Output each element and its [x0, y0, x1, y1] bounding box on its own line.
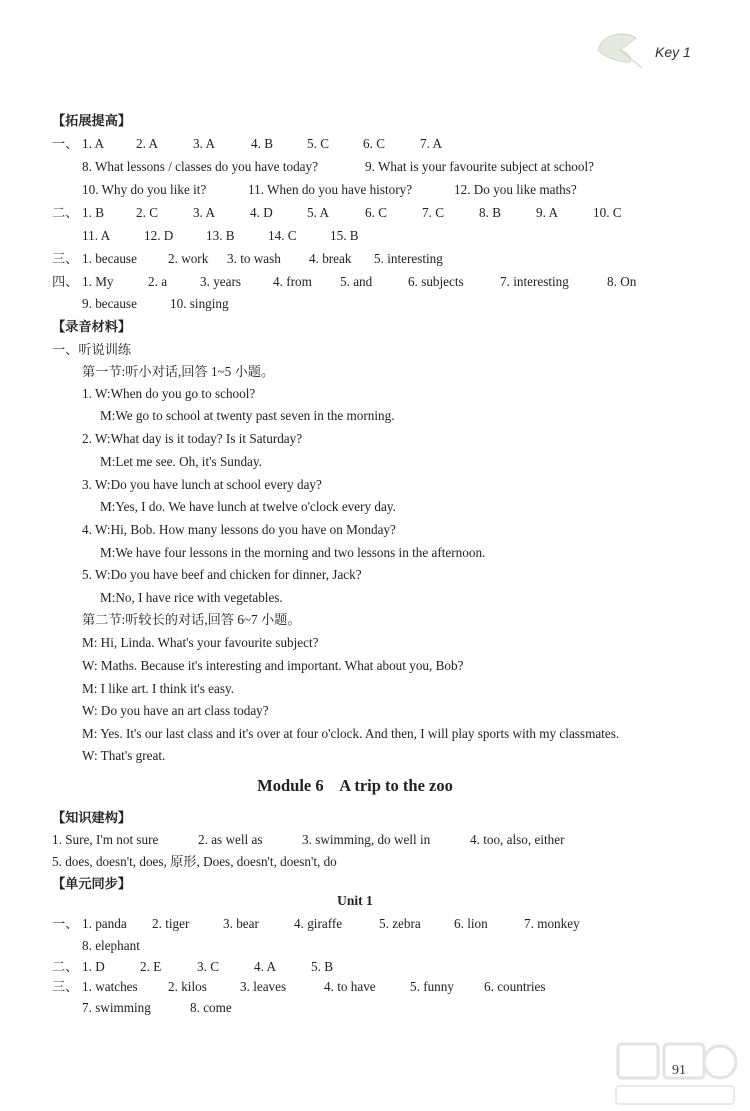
answer: 9. A: [536, 205, 558, 220]
answer: 5. does, doesn't, does, 原形, Does, doesn't, doesn't, do: [52, 854, 337, 869]
answer: 6. lion: [454, 916, 488, 931]
answer: 3. to wash: [227, 251, 281, 266]
dialogue-line: M:We go to school at twenty past seven in the morning.: [100, 408, 395, 423]
section-heading-extension: 【拓展提高】: [52, 113, 132, 128]
answer: 14. C: [268, 228, 297, 243]
section-heading-knowledge: 【知识建构】: [52, 810, 132, 825]
answer: 9. because: [82, 296, 137, 311]
answer-row: [82, 296, 229, 312]
answer: 6. C: [363, 136, 385, 151]
answer: 10. Why do you like it?: [82, 182, 207, 197]
dialogue-line: W: Maths. Because it's interesting and important. What about you, Bob?: [82, 658, 464, 673]
dialogue-line: W: Do you have an art class today?: [82, 703, 269, 718]
answer-row: [52, 251, 443, 267]
answer: 1. My: [82, 274, 114, 289]
answer: 12. D: [144, 228, 174, 243]
answer: 8. What lessons / classes do you have today?: [82, 159, 318, 174]
answer-row: [82, 159, 594, 175]
answer: 4. from: [273, 274, 312, 289]
answer-row: [52, 916, 580, 932]
dialogue-line: M: Hi, Linda. What's your favourite subject?: [82, 635, 319, 650]
answer-row: [82, 1000, 232, 1016]
answer: 3. swimming, do well in: [302, 832, 431, 847]
answer: 11. When do you have history?: [248, 182, 413, 197]
answer: 13. B: [206, 228, 235, 243]
answer: 4. to have: [324, 979, 376, 994]
answer: 8. come: [190, 1000, 232, 1015]
dialogue-line: M: Yes. It's our last class and it's over at four o'clock. And then, I will play sports with my classmates.: [82, 726, 620, 741]
dialogue-line: 5. W:Do you have beef and chicken for dinner, Jack?: [82, 567, 362, 582]
section-heading-audio: 【录音材料】: [52, 319, 132, 334]
question-label: 一、: [52, 916, 79, 931]
answer: 4. giraffe: [294, 916, 343, 931]
section-heading-sync: 【单元同步】: [52, 876, 132, 891]
page-number: 91: [672, 1063, 686, 1078]
answer-row: [82, 182, 577, 198]
dialogue-line: M:No, I have rice with vegetables.: [100, 590, 283, 605]
answer: 4. too, also, either: [470, 832, 565, 847]
dialogue-line: M:Let me see. Oh, it's Sunday.: [100, 454, 262, 469]
answer: 2. as well as: [198, 832, 263, 847]
module-title: Module 6 A trip to the zoo: [257, 776, 453, 795]
answer: 3. A: [193, 205, 215, 220]
ginkgo-leaf-icon: [590, 28, 650, 73]
key-label: Key 1: [655, 44, 691, 60]
answer: 5. C: [307, 136, 329, 151]
sub-heading: 第一节:听小对话,回答 1~5 小题。: [82, 364, 275, 379]
answer: 7. swimming: [82, 1000, 151, 1015]
answer: 9. What is your favourite subject at school?: [365, 159, 595, 174]
answer-row: [82, 938, 140, 954]
answer: 7. A: [420, 136, 442, 151]
answer: 6. countries: [484, 979, 546, 994]
answer: 1. B: [82, 205, 104, 220]
answer-row: [52, 136, 442, 152]
answer: 10. C: [593, 205, 622, 220]
answer: 2. kilos: [168, 979, 207, 994]
answer: 5. B: [311, 959, 333, 974]
answer-row: [52, 854, 337, 870]
question-label: 四、: [52, 274, 79, 289]
question-label: 一、: [52, 136, 79, 151]
answer: 7. monkey: [524, 916, 580, 931]
answer: 3. bear: [223, 916, 259, 931]
question-label: 三、: [52, 251, 79, 266]
answer-row: [82, 228, 359, 244]
answer: 2. A: [136, 136, 158, 151]
answer-row: [52, 979, 546, 995]
dialogue-line: 4. W:Hi, Bob. How many lessons do you have on Monday?: [82, 522, 396, 537]
answer: 4. B: [251, 136, 273, 151]
dialogue-line: M: I like art. I think it's easy.: [82, 681, 235, 696]
answer: 4. D: [250, 205, 273, 220]
dialogue-line: 2. W:What day is it today? Is it Saturday?: [82, 431, 303, 446]
answer: 8. B: [479, 205, 501, 220]
question-label: 二、: [52, 205, 79, 220]
question-label: 二、: [52, 959, 79, 974]
answer: 5. funny: [410, 979, 454, 994]
answer: 6. C: [365, 205, 387, 220]
answer-row: [52, 832, 565, 848]
answer: 3. years: [200, 274, 242, 289]
answer: 3. A: [193, 136, 215, 151]
answer: 5. A: [307, 205, 329, 220]
question-label: 三、: [52, 979, 79, 994]
answer: 1. because: [82, 251, 137, 266]
dialogue-line: 3. W:Do you have lunch at school every day?: [82, 477, 322, 492]
answer: 2. tiger: [152, 916, 190, 931]
answer: 5. and: [340, 274, 373, 289]
answer: 8. On: [607, 274, 637, 289]
answer: 5. zebra: [379, 916, 421, 931]
answer: 7. C: [422, 205, 444, 220]
answer: 4. A: [254, 959, 276, 974]
answer: 3. C: [197, 959, 219, 974]
answer: 1. panda: [82, 916, 127, 931]
dialogue-line: W: That's great.: [82, 748, 166, 763]
answer-row: [52, 959, 333, 975]
answer: 5. interesting: [374, 251, 443, 266]
answer: 15. B: [330, 228, 359, 243]
answer: 7. interesting: [500, 274, 569, 289]
answer: 2. work: [168, 251, 209, 266]
answer: 1. Sure, I'm not sure: [52, 832, 159, 847]
sub-heading: 第二节:听较长的对话,回答 6~7 小题。: [82, 612, 301, 627]
answer: 2. a: [148, 274, 168, 289]
dialogue-line: M:We have four lessons in the morning and two lessons in the afternoon.: [100, 545, 486, 560]
answer: 2. E: [140, 959, 162, 974]
answer-row: [52, 205, 622, 221]
answer: 11. A: [82, 228, 111, 243]
part-label: 一、听说训练: [52, 342, 132, 357]
answer: 8. elephant: [82, 938, 140, 953]
answer: 2. C: [136, 205, 158, 220]
answer: 3. leaves: [240, 979, 287, 994]
answer: 10. singing: [170, 296, 229, 311]
answer-row: [52, 274, 636, 290]
answer: 1. watches: [82, 979, 138, 994]
unit-title: Unit 1: [337, 893, 373, 908]
answer: 12. Do you like maths?: [454, 182, 577, 197]
answer: 6. subjects: [408, 274, 464, 289]
dialogue-line: M:Yes, I do. We have lunch at twelve o'clock every day.: [100, 499, 396, 514]
dialogue-line: 1. W:When do you go to school?: [82, 386, 256, 401]
answer: 1. A: [82, 136, 104, 151]
answer: 1. D: [82, 959, 105, 974]
answer: 4. break: [309, 251, 352, 266]
